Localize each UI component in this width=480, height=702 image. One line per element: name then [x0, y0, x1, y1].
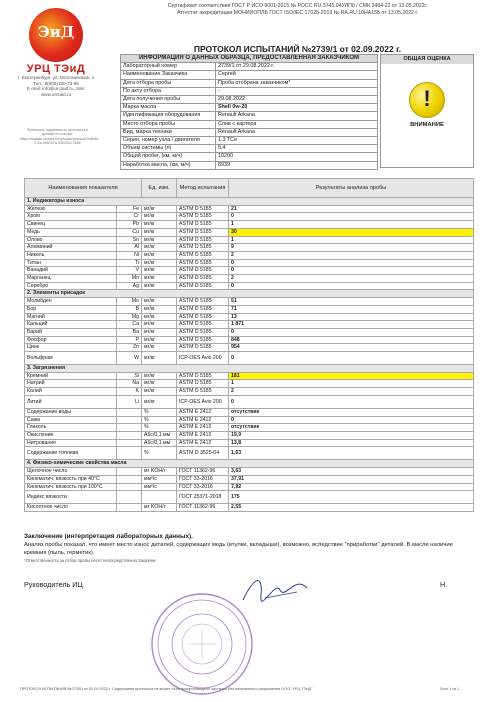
method: ASTM E 2412 — [177, 431, 229, 439]
unit: мг/кг — [142, 228, 177, 236]
table-row — [25, 205, 474, 213]
table-row — [25, 416, 474, 424]
element-symbol: Cu — [117, 228, 142, 236]
unit: % — [142, 416, 177, 424]
result-value: 19,9 — [229, 431, 474, 439]
result-value: 7,92 — [229, 483, 474, 491]
col-header-unit: Ед. изм. — [142, 179, 177, 198]
element-symbol: Mg — [117, 313, 142, 321]
table-row — [25, 352, 474, 365]
method: ГОСТ 11362-96 — [177, 468, 229, 476]
unit: % — [142, 447, 177, 460]
parameter-name: Кислотное число — [25, 504, 117, 512]
parameter-name: Молибден — [25, 298, 117, 306]
result-value: 0 — [229, 267, 474, 275]
logo-emblem — [29, 8, 83, 62]
info-row — [121, 128, 378, 136]
info-row — [121, 145, 378, 153]
result-value: 0 — [229, 213, 474, 221]
table-row — [25, 447, 474, 460]
result-value: 21 — [229, 205, 474, 213]
info-label: Серия, номер узла / двигателя — [121, 137, 216, 145]
result-value: 71 — [229, 305, 474, 313]
section-header-row — [25, 290, 474, 298]
unit: мм²/с — [142, 483, 177, 491]
result-value: 0 — [229, 416, 474, 424]
method: ГОСТ 25371-2018 — [177, 491, 229, 504]
table-row — [25, 431, 474, 439]
result-value: 1 — [229, 236, 474, 244]
method: ГОСТ 33-2016 — [177, 483, 229, 491]
col-header-result: Результаты анализа пробы — [229, 179, 474, 198]
element-symbol: Ni — [117, 251, 142, 259]
parameter-name: Кинематич. вязкость при 100°C — [25, 483, 117, 491]
info-label: Объем системы (л) — [121, 145, 216, 153]
method: ASTM D 5185 — [177, 305, 229, 313]
method: ASTM D 5185 — [177, 267, 229, 275]
parameter-name: Гликоль — [25, 424, 117, 432]
warning-icon-symbol: ! — [423, 86, 431, 111]
result-value: 2 — [229, 251, 474, 259]
method: ASTM D 5185 — [177, 221, 229, 229]
accreditation-line: Аттестат аккредитации МОНИИОПЛБ ГОСТ ISO/IEC 17025-2019 № RA.RU.10НА155 от 13.05.2022 г. — [176, 10, 419, 16]
element-symbol: Zn — [117, 344, 142, 352]
unit: мг/кг — [142, 259, 177, 267]
method: ASTM D 5185 — [177, 313, 229, 321]
table-row — [25, 380, 474, 388]
info-label: Дата отбора пробы — [121, 79, 216, 87]
info-label: Вид, марка техники — [121, 128, 216, 136]
table-row — [25, 491, 474, 504]
parameter-name: Нитрование — [25, 439, 117, 447]
unit: мг/кг — [142, 328, 177, 336]
element-symbol — [117, 439, 142, 447]
table-row — [25, 475, 474, 483]
col-header-name: Наименования показателя — [25, 179, 142, 198]
element-symbol — [117, 431, 142, 439]
method: ASTM D 5185 — [177, 388, 229, 396]
unit: мг/кг — [142, 251, 177, 259]
table-row — [25, 395, 474, 408]
element-symbol: Pb — [117, 221, 142, 229]
result-value: 0 — [229, 259, 474, 267]
info-value: Renault Arkana — [216, 128, 378, 136]
info-label: Общий пробег, (км, м/ч) — [121, 153, 216, 161]
section-title: 1. Индикаторы износа — [25, 198, 474, 206]
parameter-name: Титан — [25, 259, 117, 267]
element-symbol — [117, 475, 142, 483]
table-row — [25, 228, 474, 236]
unit: мг/кг — [142, 205, 177, 213]
info-row — [121, 104, 378, 112]
method: ASTM D 5185 — [177, 228, 229, 236]
element-symbol: Cr — [117, 213, 142, 221]
info-label: Марка масла — [121, 104, 216, 112]
unit: A6c/0,1 мм — [142, 439, 177, 447]
unit: мм²/с — [142, 475, 177, 483]
table-row — [25, 267, 474, 275]
method: ICP-OES Avio 200 — [177, 352, 229, 365]
table-row — [25, 408, 474, 416]
section-header-row — [25, 460, 474, 468]
result-value: 0 — [229, 352, 474, 365]
table-row — [25, 251, 474, 259]
parameter-name: Ванадий — [25, 267, 117, 275]
info-row — [121, 112, 378, 120]
method: ASTM E 2412 — [177, 424, 229, 432]
unit: мг/кг — [142, 236, 177, 244]
parameter-name: Никель — [25, 251, 117, 259]
result-value: 0 — [229, 395, 474, 408]
element-symbol: B — [117, 305, 142, 313]
info-value: Renault Arkana — [216, 112, 378, 120]
info-value: 5,4 — [216, 145, 378, 153]
result-value: 37,91 — [229, 475, 474, 483]
table-row — [25, 321, 474, 329]
element-symbol: W — [117, 352, 142, 365]
element-symbol: K — [117, 388, 142, 396]
parameter-name: Щелочное число — [25, 468, 117, 476]
method: ASTM D 5185 — [177, 328, 229, 336]
result-value: 13,8 — [229, 439, 474, 447]
table-row — [25, 344, 474, 352]
unit: мг/кг — [142, 213, 177, 221]
element-symbol: Sn — [117, 236, 142, 244]
unit: мг/кг — [142, 388, 177, 396]
signatory-title: Руководитель ИЦ — [24, 580, 83, 589]
parameter-name: Железо — [25, 205, 117, 213]
result-value: 51 — [229, 298, 474, 306]
parameter-name: Бор — [25, 305, 117, 313]
result-value: отсутствие — [229, 408, 474, 416]
result-value: 0 — [229, 282, 474, 290]
element-symbol: P — [117, 336, 142, 344]
result-value: отсутствие — [229, 424, 474, 432]
table-row — [25, 213, 474, 221]
method: ASTM D 5185 — [177, 236, 229, 244]
element-symbol: Ti — [117, 259, 142, 267]
conclusion-text: Анализ пробы показал, что имеет место износ деталей, содержащих медь (втулки, вкладыши), возможно, вследствие "приработки" деталей. В масле наличие кремния (пыль, герметик). — [24, 542, 453, 556]
table-row — [25, 439, 474, 447]
parameter-name: Кальций — [25, 321, 117, 329]
table-row — [25, 236, 474, 244]
signatory-initial: Н. — [440, 580, 448, 589]
info-value: Shell 0w-20 — [216, 104, 378, 112]
method: ASTM D 5185 — [177, 321, 229, 329]
info-label: Лабораторный номер — [121, 63, 216, 71]
info-label: По акту отбора — [121, 87, 216, 95]
footer-disclaimer: ПРОТОКОЛ ИСПЫТАНИЙ №2739/1 от 02.09.2022 г. Содержание протокола не может быть воспроизведено частично без письменного разрешения ООО "УРЦ ТЭиД" — [20, 687, 313, 691]
method: ГОСТ 11362-96 — [177, 504, 229, 512]
table-row — [25, 259, 474, 267]
unit: мг/кг — [142, 313, 177, 321]
table-row — [25, 336, 474, 344]
method: ASTM D 5185 — [177, 213, 229, 221]
unit: мг/кг — [142, 221, 177, 229]
element-symbol: Fe — [117, 205, 142, 213]
parameter-name: Сажа — [25, 416, 117, 424]
result-value: 954 — [229, 344, 474, 352]
info-value: Сергей — [216, 71, 378, 79]
element-symbol: Si — [117, 372, 142, 380]
info-value: 10200 — [216, 153, 378, 161]
method: ASTM D 5185 — [177, 259, 229, 267]
unit — [142, 491, 177, 504]
overall-assessment — [380, 54, 474, 168]
table-row — [25, 282, 474, 290]
parameter-name: Марганец — [25, 275, 117, 283]
info-row — [121, 96, 378, 104]
info-label: Наименование Заказчика — [121, 71, 216, 79]
parameter-name: Кремний — [25, 372, 117, 380]
table-row — [25, 388, 474, 396]
result-value: 30 — [229, 228, 474, 236]
result-value: 2 — [229, 275, 474, 283]
element-symbol — [117, 483, 142, 491]
email-line: E-mail: info@urctaid.ru, Site: www.urctaid.ru — [26, 86, 86, 97]
unit: мг/кг — [142, 352, 177, 365]
company-seal — [148, 590, 256, 698]
result-value: 2 — [229, 388, 474, 396]
unit: A6c/0,1 мм — [142, 431, 177, 439]
warning-icon — [409, 82, 445, 118]
result-value: 181 — [229, 372, 474, 380]
info-row — [121, 71, 378, 79]
company-logo — [16, 8, 96, 97]
method: ASTM D 5185 — [177, 282, 229, 290]
info-label: Идентификация оборудования — [121, 112, 216, 120]
method: ASTM D 5185 — [177, 205, 229, 213]
info-row — [121, 63, 378, 71]
info-label: Дата получения пробы — [121, 96, 216, 104]
method: ICP-OES Avio 200 — [177, 395, 229, 408]
parameter-name: Медь — [25, 228, 117, 236]
result-value: 9 — [229, 244, 474, 252]
table-row — [25, 483, 474, 491]
info-row — [121, 120, 378, 128]
section-title: 4. Физико-химические свойства масла — [25, 460, 474, 468]
info-table-header: ИНФОРМАЦИЯ О ДАННЫХ ОБРАЗЦА, ПРЕДОСТАВЛЕННАЯ ЗАКАЗЧИКОМ — [121, 55, 378, 63]
info-value: 1.3 TCe — [216, 137, 378, 145]
logo-emblem-text: ЭиД — [37, 23, 75, 41]
result-value: 175 — [229, 491, 474, 504]
method: ASTM D 5185 — [177, 275, 229, 283]
sample-info-table — [120, 54, 378, 170]
parameter-name: Алюминий — [25, 244, 117, 252]
table-row — [25, 328, 474, 336]
assessment-header: ОБЩАЯ ОЦЕНКА — [381, 55, 473, 64]
table-row — [25, 372, 474, 380]
element-symbol: Li — [117, 395, 142, 408]
info-value: 8939 — [216, 161, 378, 169]
verification-note: Проверить подлинность протокола и данные по ссылке: https://maslan.urctaid.ru/uploads/protocol/2c8b81-0-2a-446f-97a-93b2f5c72b6e — [20, 128, 100, 146]
certificate-line: Сертификат соответствия ГОСТ Р ИСО 9001-2015 № РОСС RU.3745.04УЛП0 / СМК.2484-22 от 13.05.2022г. — [167, 3, 428, 9]
parameter-name: Калий — [25, 388, 117, 396]
unit: мг/кг — [142, 321, 177, 329]
table-row — [25, 298, 474, 306]
result-value: 1,63 — [229, 447, 474, 460]
element-symbol: Na — [117, 380, 142, 388]
parameter-name: Окисление — [25, 431, 117, 439]
col-header-method: Метод испытания — [177, 179, 229, 198]
section-header-row — [25, 198, 474, 206]
parameter-name: Магний — [25, 313, 117, 321]
info-value: Слив с картера — [216, 120, 378, 128]
unit: % — [142, 408, 177, 416]
table-row — [25, 424, 474, 432]
method: ASTM D 5185 — [177, 380, 229, 388]
method: ASTM D 5185 — [177, 372, 229, 380]
unit: мг/кг — [142, 275, 177, 283]
element-symbol: Ba — [117, 328, 142, 336]
element-symbol — [117, 447, 142, 460]
element-symbol: Mo — [117, 298, 142, 306]
table-row — [25, 305, 474, 313]
info-value: 29.08.2022 — [216, 96, 378, 104]
company-name: УРЦ ТЭиД — [26, 63, 86, 75]
result-value: 3,63 — [229, 468, 474, 476]
method: ASTM D 5185 — [177, 244, 229, 252]
page-number: Лист 1 из 1 — [440, 687, 460, 691]
parameter-name: Кинематич. вязкость при 40°C — [25, 475, 117, 483]
parameter-name: Натрий — [25, 380, 117, 388]
unit: мг/кг — [142, 344, 177, 352]
unit: мг/кг — [142, 395, 177, 408]
method: ASTM D 5185 — [177, 344, 229, 352]
unit: мг/кг — [142, 267, 177, 275]
method: ASTM E 2412 — [177, 439, 229, 447]
table-row — [25, 244, 474, 252]
parameter-name: Олово — [25, 236, 117, 244]
element-symbol: Ca — [117, 321, 142, 329]
section-title: 3. Загрязнения — [25, 365, 474, 373]
conclusion-note: *Ответственность за отбор пробы несет непосредственно Заказчик — [24, 558, 156, 563]
page-title: ПРОТОКОЛ ИСПЫТАНИЙ №2739/1 от 02.09.2022 г. — [193, 44, 402, 54]
parameter-name: Цинк — [25, 344, 117, 352]
parameter-name: Вольфрам — [25, 352, 117, 365]
element-symbol — [117, 504, 142, 512]
parameter-name: Содержание воды — [25, 408, 117, 416]
parameter-name: Серебро — [25, 282, 117, 290]
conclusion-title: Заключение (интерпретация лабораторных данных). — [24, 533, 193, 540]
method: ASTM D 5185 — [177, 251, 229, 259]
method: ASTM D 5185 — [177, 336, 229, 344]
info-row — [121, 153, 378, 161]
element-symbol: Mn — [117, 275, 142, 283]
parameter-name: Литий — [25, 395, 117, 408]
method: ASTM E 2412 — [177, 416, 229, 424]
unit: мг/кг — [142, 380, 177, 388]
method: ASTM D 3525-04 — [177, 447, 229, 460]
info-value: - — [216, 87, 378, 95]
element-symbol: Al — [117, 244, 142, 252]
table-row — [25, 275, 474, 283]
assessment-label: ВНИМАНИЕ — [410, 122, 444, 128]
unit: мг/кг — [142, 282, 177, 290]
table-row — [25, 313, 474, 321]
element-symbol — [117, 416, 142, 424]
result-value: 1 871 — [229, 321, 474, 329]
address-line: г. Екатеринбург, ул. Монтажников, 4 — [18, 75, 94, 80]
info-row — [121, 161, 378, 169]
unit: мг/кг — [142, 372, 177, 380]
unit: мг/кг — [142, 244, 177, 252]
phone-line: Тел.: 8(800)100-73-96 — [33, 80, 79, 86]
parameter-name: Свинец — [25, 221, 117, 229]
results-table — [24, 178, 474, 512]
result-value: 848 — [229, 336, 474, 344]
result-value: 2,55 — [229, 504, 474, 512]
section-header-row — [25, 365, 474, 373]
section-title: 2. Элементы присадок — [25, 290, 474, 298]
element-symbol — [117, 408, 142, 416]
result-value: 0 — [229, 328, 474, 336]
method: ГОСТ 33-2016 — [177, 475, 229, 483]
parameter-name: Хром — [25, 213, 117, 221]
info-value: 2739/1 от 29.08.2022 г. — [216, 63, 378, 71]
element-symbol — [117, 424, 142, 432]
unit: мг KOH/г — [142, 504, 177, 512]
info-label: Место отбора пробы — [121, 120, 216, 128]
info-value: Проба отобрана заказчиком* — [216, 79, 378, 87]
parameter-name: Содержание топлива — [25, 447, 117, 460]
table-row — [25, 504, 474, 512]
method: ASTM E 2412 — [177, 408, 229, 416]
parameter-name: Фосфор — [25, 336, 117, 344]
unit: мг/кг — [142, 298, 177, 306]
unit: мг/кг — [142, 305, 177, 313]
unit: мг/кг — [142, 336, 177, 344]
table-row — [25, 221, 474, 229]
info-row — [121, 87, 378, 95]
element-symbol: V — [117, 267, 142, 275]
unit: мг KOH/г — [142, 468, 177, 476]
certificate-block — [120, 3, 475, 17]
info-label: Наработка масла, (км, м/ч) — [121, 161, 216, 169]
info-row — [121, 137, 378, 145]
result-value: 1 — [229, 221, 474, 229]
parameter-name: Индекс вязкости — [25, 491, 117, 504]
unit: % — [142, 424, 177, 432]
company-address — [16, 75, 96, 97]
parameter-name: Барий — [25, 328, 117, 336]
info-row — [121, 79, 378, 87]
element-symbol — [117, 468, 142, 476]
method: ASTM D 5185 — [177, 298, 229, 306]
element-symbol — [117, 491, 142, 504]
table-row — [25, 468, 474, 476]
result-value: 1 — [229, 380, 474, 388]
result-value: 13 — [229, 313, 474, 321]
element-symbol: Ag — [117, 282, 142, 290]
